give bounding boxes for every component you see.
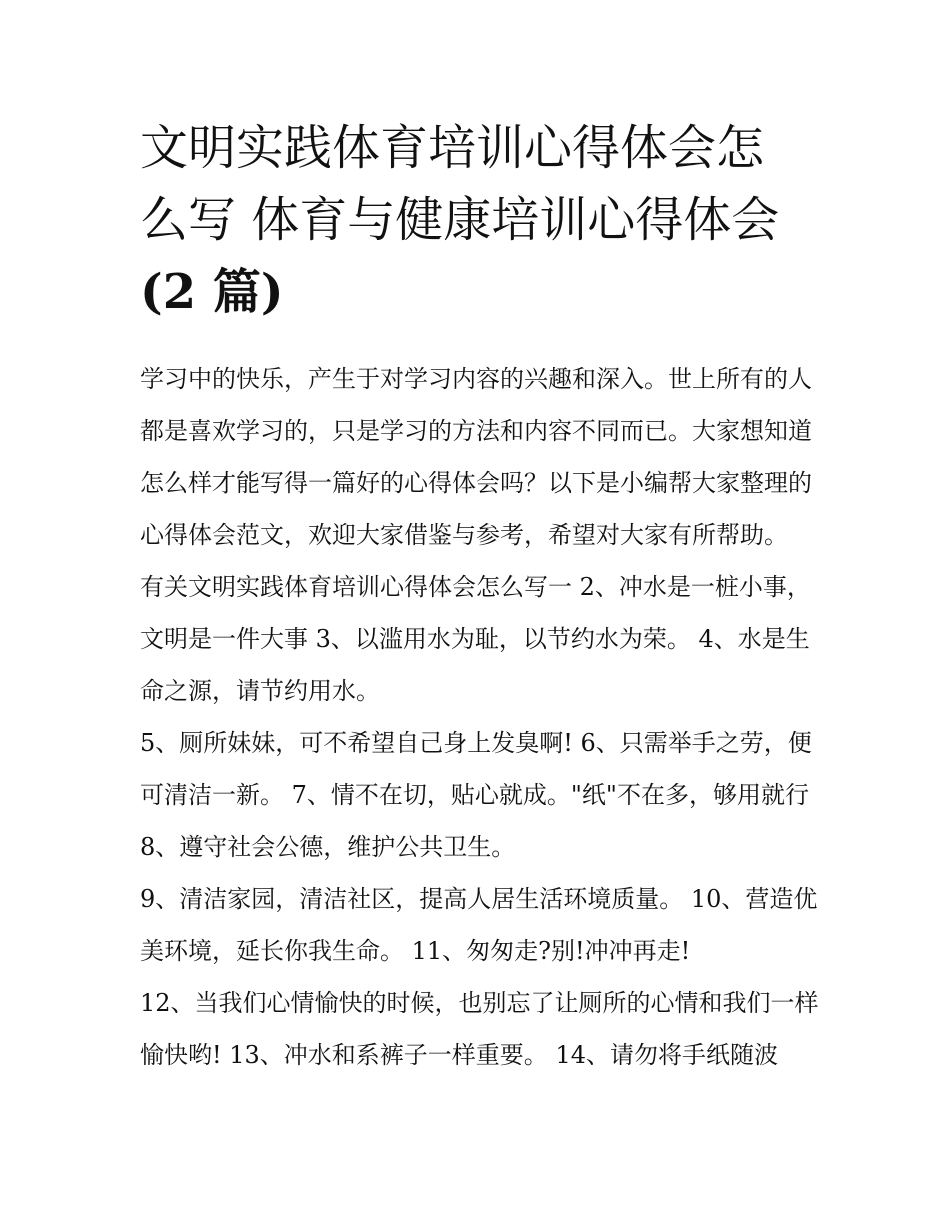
document-body xyxy=(140,353,820,1081)
document-title xyxy=(140,112,820,328)
title-line-1: 文明实践体育培训心得体会怎 xyxy=(140,120,765,176)
paragraph-slogans-4: 12、当我们心情愉快的时候，也别忘了让厕所的心情和我们一样愉快哟! 13、冲水和系裤子一样重要。 14、请勿将手纸随波 xyxy=(140,989,819,1069)
paragraph-slogans-1: 有关文明实践体育培训心得体会怎么写一 2、冲水是一桩小事，文明是一件大事 3、以滥用水为耻，以节约水为荣。 4、水是生命之源，请节约用水。 xyxy=(140,573,811,705)
title-line-3: (2 篇) xyxy=(140,264,284,320)
paragraph-slogans-2: 5、厕所妹妹，可不希望自己身上发臭啊! 6、只需举手之劳，便可清洁一新。 7、情不在切，贴心就成。"纸"不在多，够用就行 8、遵守社会公德，维护公共卫生。 xyxy=(140,729,812,861)
paragraph-slogans-3: 9、清洁家园，清洁社区，提高人居生活环境质量。 10、营造优美环境，延长你我生命。 11、匆匆走?别!冲冲再走! xyxy=(140,885,818,965)
paragraph-intro: 学习中的快乐，产生于对学习内容的兴趣和深入。世上所有的人都是喜欢学习的，只是学习的方法和内容不同而已。大家想知道怎么样才能写得一篇好的心得体会吗？以下是小编帮大家整理的心得体会范文，欢迎大家借鉴与参考，希望对大家有所帮助。 xyxy=(140,365,812,549)
title-line-2: 么写 体育与健康培训心得体会 xyxy=(140,192,780,248)
